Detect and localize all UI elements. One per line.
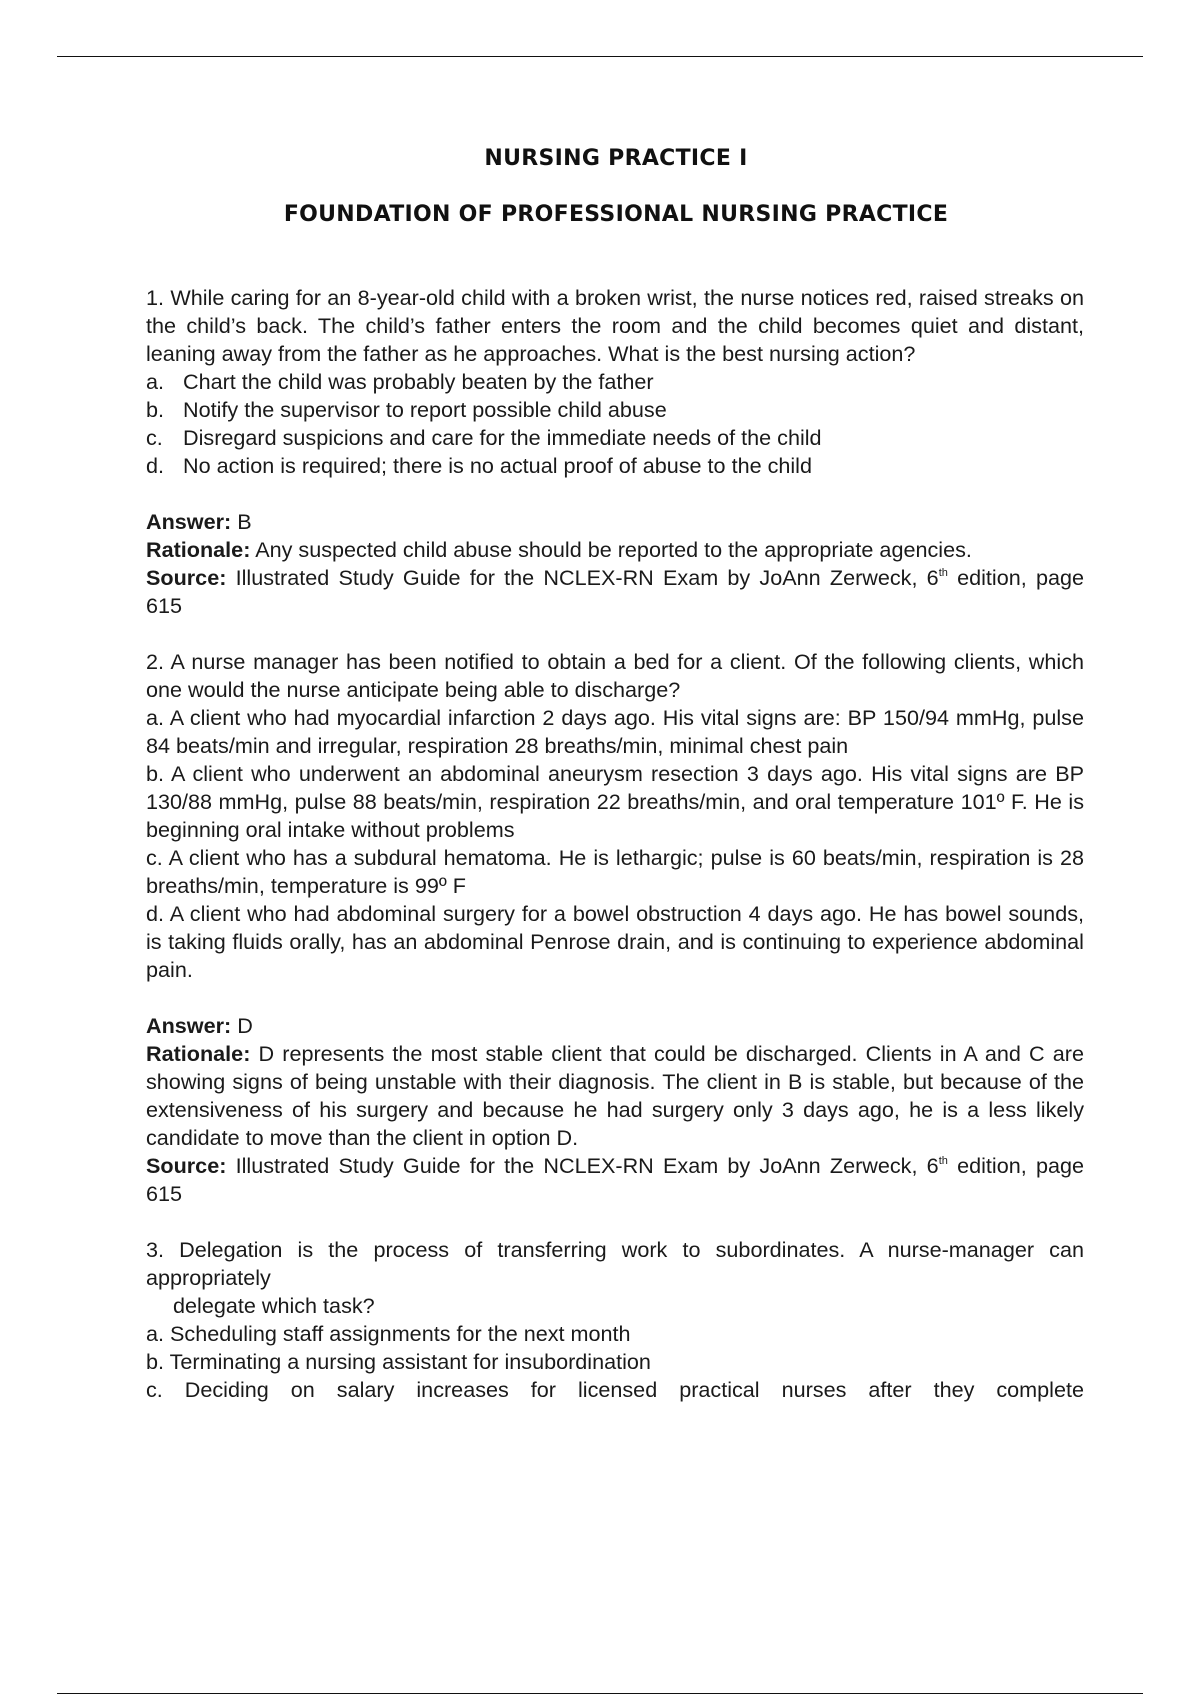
source-superscript: th	[938, 567, 948, 579]
question-1-source	[146, 564, 1084, 620]
rationale-text: D represents the most stable client that could be discharged. Clients in A and C are showing signs of being unstable with their diagnosis. The client in B is stable, but because of the extensiveness of his surgery and because he had surgery only 3 days ago, he is a less likely candidate to move than the client in option D.	[146, 1041, 1084, 1150]
answer-value: D	[231, 1013, 253, 1038]
question-1-answer	[146, 508, 1084, 536]
answer-value: B	[231, 509, 252, 534]
source-label: Source:	[146, 565, 227, 590]
source-superscript: th	[938, 1155, 948, 1167]
question-2-option-d: d. A client who had abdominal surgery for a bowel obstruction 4 days ago. He has bowel sounds, is taking fluids orally, has an abdominal Penrose drain, and is continuing to experience abdominal pain.	[146, 901, 1084, 982]
question-2-answer	[146, 1012, 1084, 1040]
question-3-stem-continued: delegate which task?	[173, 1293, 375, 1318]
question-3-stem: 3. Delegation is the process of transferring work to subordinates. A nurse-manager can appropriately	[146, 1237, 1084, 1290]
source-text: Illustrated Study Guide for the NCLEX-RN Exam by JoAnn Zerweck, 6	[226, 1153, 939, 1178]
question-3-option-c: c. Deciding on salary increases for licensed practical nurses after they complete	[146, 1377, 1084, 1402]
option-letter: c.	[146, 425, 163, 450]
page-title: NURSING PRACTICE I	[484, 146, 748, 171]
question-1-stem: 1. While caring for an 8-year-old child with a broken wrist, the nurse notices red, raised streaks on the child’s back. The child’s father enters the room and the child becomes quiet and distant, leaning away from the father as he approaches. What is the best nursing action?	[146, 285, 1084, 366]
option-text: Chart the child was probably beaten by the father	[183, 369, 654, 394]
question-3-option-a: a. Scheduling staff assignments for the next month	[146, 1321, 631, 1346]
document-body	[146, 284, 1084, 1404]
option-letter: a.	[146, 369, 165, 394]
rationale-label: Rationale:	[146, 1041, 251, 1066]
question-2-stem: 2. A nurse manager has been notified to obtain a bed for a client. Of the following clients, which one would the nurse anticipate being able to discharge?	[146, 649, 1084, 702]
rationale-label: Rationale:	[146, 537, 251, 562]
question-1-rationale	[146, 536, 1084, 564]
source-text-end: edition, page 615	[146, 1153, 1084, 1206]
top-rule	[57, 56, 1143, 57]
option-text: No action is required; there is no actual proof of abuse to the child	[183, 453, 812, 478]
question-1-option-a	[146, 368, 1084, 396]
source-text: Illustrated Study Guide for the NCLEX-RN Exam by JoAnn Zerweck, 6	[226, 565, 939, 590]
question-2-source	[146, 1152, 1084, 1208]
option-text: Notify the supervisor to report possible child abuse	[183, 397, 667, 422]
rationale-text: Any suspected child abuse should be reported to the appropriate agencies.	[250, 537, 972, 562]
page-subtitle: FOUNDATION OF PROFESSIONAL NURSING PRACTICE	[283, 202, 949, 227]
option-letter: b.	[146, 397, 165, 422]
question-2-option-c: c. A client who has a subdural hematoma. He is lethargic; pulse is 60 beats/min, respiration is 28 breaths/min, temperature is 99º F	[146, 845, 1084, 898]
question-3-option-b: b. Terminating a nursing assistant for insubordination	[146, 1349, 651, 1374]
option-text: Disregard suspicions and care for the immediate needs of the child	[183, 425, 822, 450]
bottom-rule	[57, 1693, 1143, 1694]
answer-label: Answer:	[146, 1013, 232, 1038]
answer-label: Answer:	[146, 509, 232, 534]
question-2-option-a: a. A client who had myocardial infarction 2 days ago. His vital signs are: BP 150/94 mmHg, pulse 84 beats/min and irregular, respiration 28 breaths/min, minimal chest pain	[146, 705, 1084, 758]
question-1-option-c	[146, 424, 1084, 452]
question-2-rationale	[146, 1040, 1084, 1152]
source-text-end: edition, page 615	[146, 565, 1084, 618]
question-2-option-b: b. A client who underwent an abdominal aneurysm resection 3 days ago. His vital signs are BP 130/88 mmHg, pulse 88 beats/min, respiration 22 breaths/min, and oral temperature 101º F. He is beginning oral intake without problems	[146, 761, 1084, 842]
option-letter: d.	[146, 453, 165, 478]
source-label: Source:	[146, 1153, 227, 1178]
question-1-option-d	[146, 452, 1084, 480]
question-1-option-b	[146, 396, 1084, 424]
